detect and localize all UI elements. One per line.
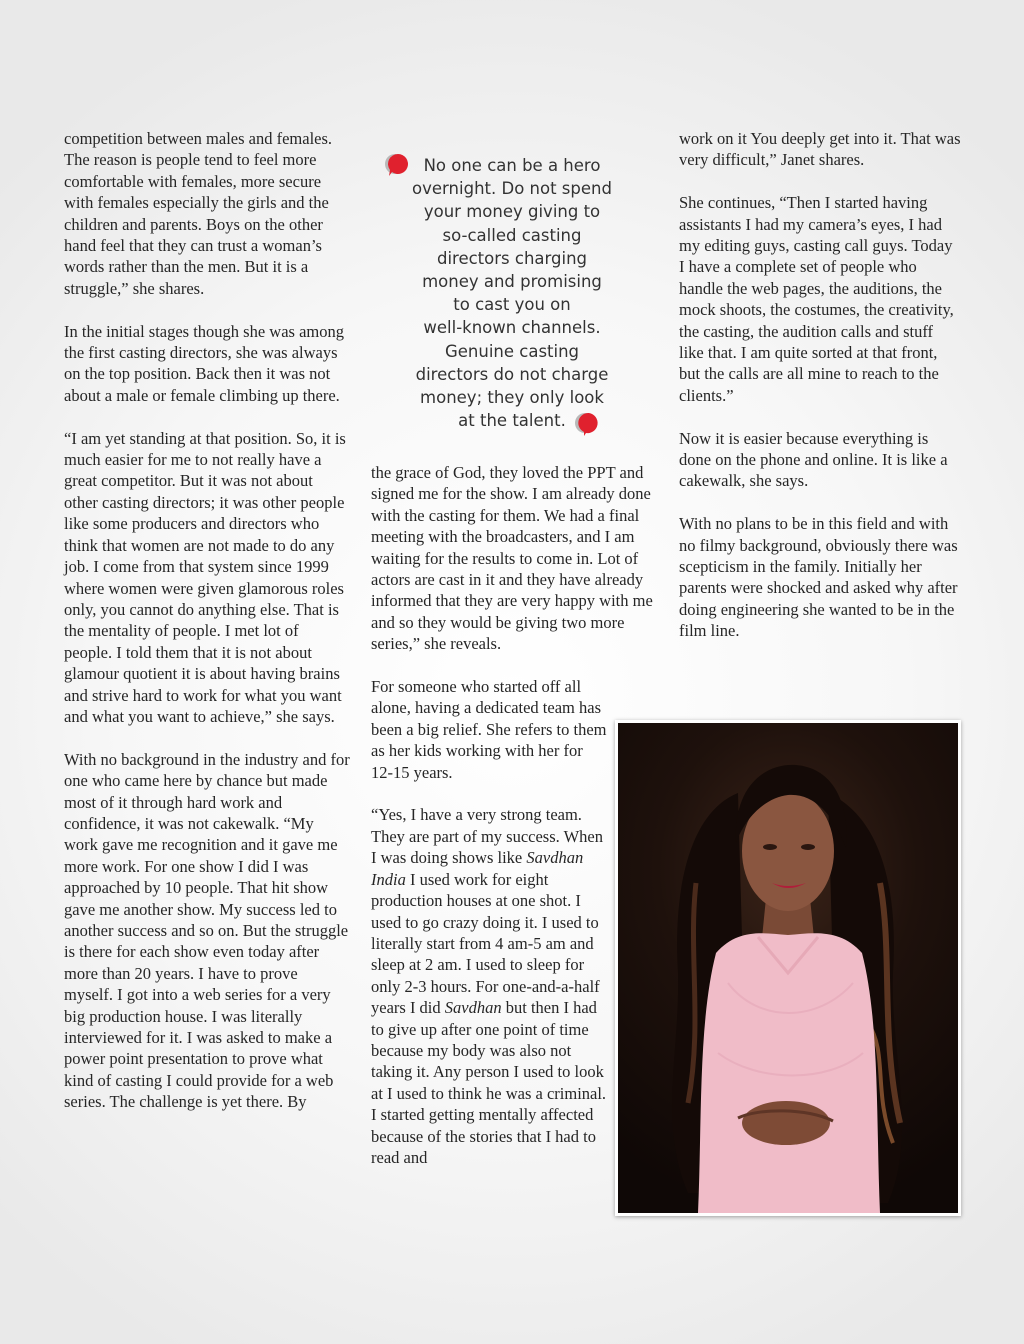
pull-quote-line: directors charging [436, 248, 587, 268]
pull-quote-line: money and promising [422, 272, 602, 292]
paragraph-text: but then I had to give up after one point of time because my body was also not taking it. Any person I used to look at I used to think he was a criminal. I started getting mentally affected because of the stories that I had to read and [371, 998, 607, 1167]
portrait-illustration [618, 723, 958, 1213]
article-paragraph: the grace of God, they loved the PPT and signed me for the show. I am already done with the casting for them. We had a final meeting with the broadcasters, and I am waiting for the results to come in. Lot of actors are cast in it and they have already informed that they are very happy with me and so they would be giving two more series,” she reveals. [371, 463, 653, 654]
article-paragraph: She continues, “Then I started having assistants I had my camera’s eyes, I had my editing guys, casting call guys. Today I have a complete set of people who handle the web pages, the auditions, the mock shoots, the costumes, the creativity, the casting, the audition calls and stuff like that. I am quite sorted at that front, but the calls are all mine to reach to the clients.” [679, 193, 954, 405]
article-paragraph: With no plans to be in this field and with no filmy background, obviously there was scepticism in the family. Initially her parents were shocked and asked why after doing engineering she wanted to be in the film line. [679, 514, 958, 641]
article-paragraph: competition between males and females. The reason is people tend to feel more comfortable with females, more secure with females especially the girls and the children and parents. Boys on the other hand feel that they can trust a woman’s words rather than the men. But it is a struggle,” she shares. [64, 129, 333, 298]
pull-quote-line: so-called casting [442, 225, 582, 245]
pull-quote-line: well-known channels. [423, 318, 601, 338]
show-title: Savdhan [444, 998, 502, 1018]
article-paragraph: In the initial stages though she was among the first casting directors, she was always on the top position. Back then it was not about a male or female climbing up there. [64, 321, 344, 405]
portrait-photo-frame [615, 720, 961, 1216]
paragraph-text: “Yes, I have a very strong team. They are part of my success. When I was doing shows like [371, 805, 603, 868]
quote-close-icon [574, 411, 600, 437]
article-column-2 [371, 462, 653, 1168]
pull-quote-line: No one can be a hero [423, 156, 601, 175]
paragraph-text: I used work for eight production houses at one shot. I used to go crazy doing it. I used to literally start from 4 am-5 am and sleep at 2 am. I used to sleep for only 2-3 hours. For one-and-a-half years I did [371, 869, 600, 1018]
article-paragraph: For someone who started off all alone, having a dedicated team has been a big relief. She refers to them as her kids working with her for 12-15 years. [371, 677, 607, 782]
pull-quote-line: to cast you on [453, 295, 571, 315]
article-paragraph: Now it is easier because everything is done on the phone and online. It is like a cakewalk, she says. [679, 428, 948, 491]
article-column-1 [64, 128, 350, 1113]
pull-quote-line: overnight. Do not spend [412, 179, 612, 199]
pull-quote [384, 154, 640, 432]
article-column-3 [679, 128, 961, 642]
article-paragraph: With no background in the industry and for one who came here by chance but made most of it through hard work and confidence, it was not cakewalk. “My work gave me recognition and it gave me more work. For one show I did I was approached by 10 people. That hit show gave me another show. My success led to another success and so on. But the struggle is there for each show even today after more than 20 years. I have to prove myself. I got into a web series for a very big production house. I was literally interviewed for it. I was asked to make a power point presentation to prove what kind of casting I could provide for a web series. The challenge is yet there. By [64, 749, 350, 1112]
article-paragraph [371, 804, 607, 1168]
article-paragraph: work on it You deeply get into it. That was very difficult,” Janet shares. [679, 129, 961, 170]
portrait-photo [618, 723, 958, 1213]
pull-quote-line: money; they only look [420, 388, 604, 408]
pull-quote-line: your money giving to [423, 202, 601, 222]
article-paragraph: “I am yet standing at that position. So, it is much easier for me to not really have a great competitor. But it was not about other casting directors; it was other people like some producers and directors who think that women are not made to do any job. I come from that system since 1999 where women were given glamorous roles only, you cannot do anything else. That is the mentality of people. I met lot of people. I told them that it is not about glamour quotient it is about having brains and strive hard to work for what you want and what you want to achieve,” she says. [64, 428, 346, 726]
show-title: Savdhan India [371, 848, 584, 889]
pull-quote-line: at the talent. [458, 411, 566, 431]
pull-quote-line: Genuine casting [444, 341, 580, 361]
pull-quote-line: directors do not charge [415, 364, 609, 384]
